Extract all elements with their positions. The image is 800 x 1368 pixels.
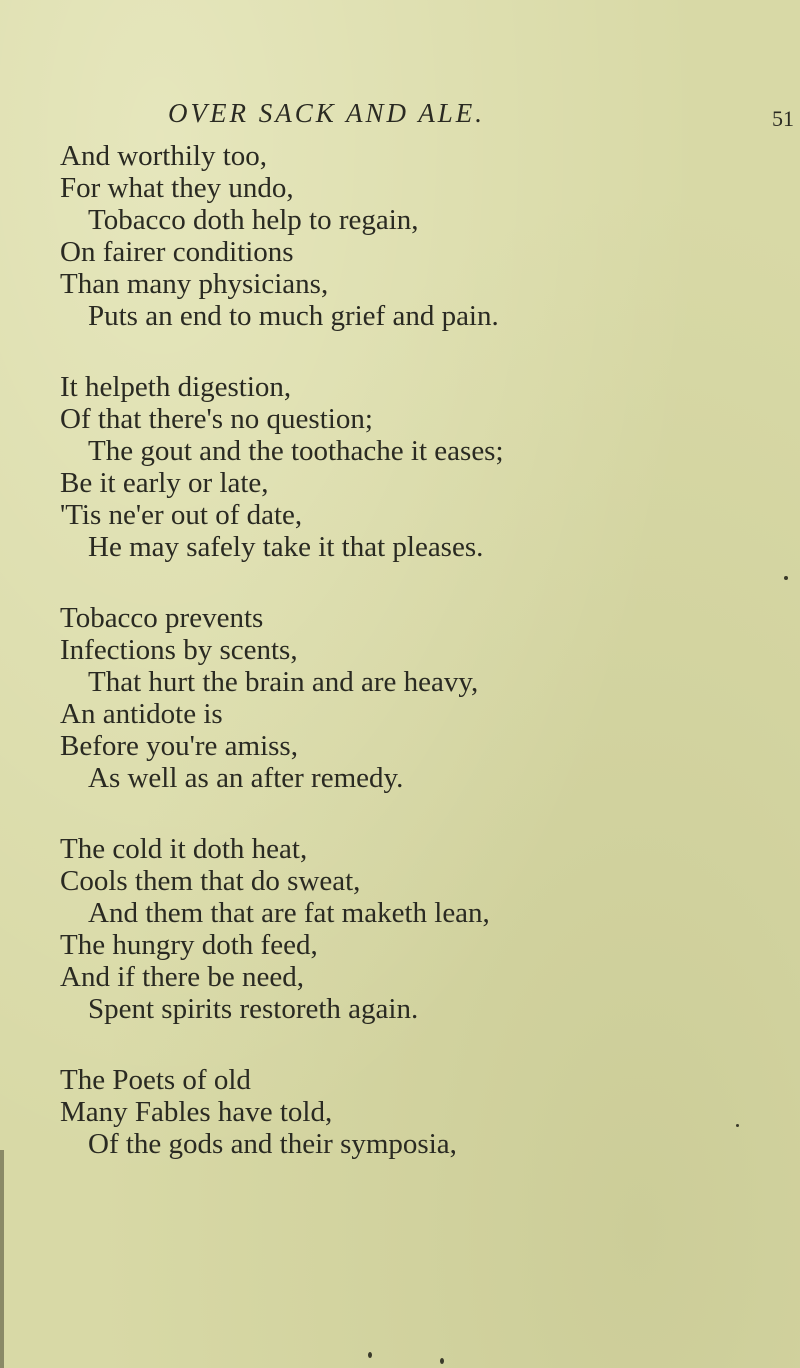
poem-line: And worthily too,	[60, 140, 268, 172]
paper-speck	[368, 1352, 372, 1358]
poem-line: On fairer conditions	[60, 236, 294, 268]
poem-line: He may safely take it that pleases.	[88, 531, 484, 563]
poem-line: Tobacco prevents	[60, 602, 264, 634]
paper-speck	[736, 1124, 739, 1127]
poem-line: The cold it doth heat,	[60, 833, 308, 865]
poem-line: The Poets of old	[60, 1064, 251, 1096]
poem-line: The gout and the toothache it eases;	[88, 435, 504, 467]
stanza-5	[60, 1064, 790, 1160]
stanza-3	[60, 602, 790, 794]
stanza-1	[60, 140, 790, 332]
poem-line: Be it early or late,	[60, 467, 269, 499]
poem-line: Of that there's no question;	[60, 403, 373, 435]
poem-line: An antidote is	[60, 698, 223, 730]
poem-line: And them that are fat maketh lean,	[88, 897, 490, 929]
poem-line: Cools them that do sweat,	[60, 865, 361, 897]
page-edge-shadow	[0, 1150, 4, 1368]
poem-line: Before you're amiss,	[60, 730, 298, 762]
poem-line: That hurt the brain and are heavy,	[88, 666, 479, 698]
stanza-4	[60, 833, 790, 1025]
page-number: 51	[772, 106, 794, 131]
poem-line: Of the gods and their symposia,	[88, 1128, 457, 1160]
poem-line: Tobacco doth help to regain,	[88, 204, 419, 236]
poem	[60, 140, 790, 1199]
paper-speck	[784, 576, 788, 580]
poem-line: The hungry doth feed,	[60, 929, 318, 961]
poem-line: Infections by scents,	[60, 634, 298, 666]
poem-line: For what they undo,	[60, 172, 294, 204]
poem-line: 'Tis ne'er out of date,	[60, 499, 303, 531]
running-title: OVER SACK AND ALE.	[168, 98, 486, 128]
stanza-2	[60, 371, 790, 563]
paper-speck	[440, 1358, 444, 1364]
poem-line: It helpeth digestion,	[60, 371, 292, 403]
poem-line: Puts an end to much grief and pain.	[88, 300, 499, 332]
poem-line: Many Fables have told,	[60, 1096, 333, 1128]
poem-line: As well as an after remedy.	[88, 762, 404, 794]
poem-line: Spent spirits restoreth again.	[88, 993, 419, 1025]
poem-line: And if there be need,	[60, 961, 304, 993]
poem-line: Than many physicians,	[60, 268, 329, 300]
